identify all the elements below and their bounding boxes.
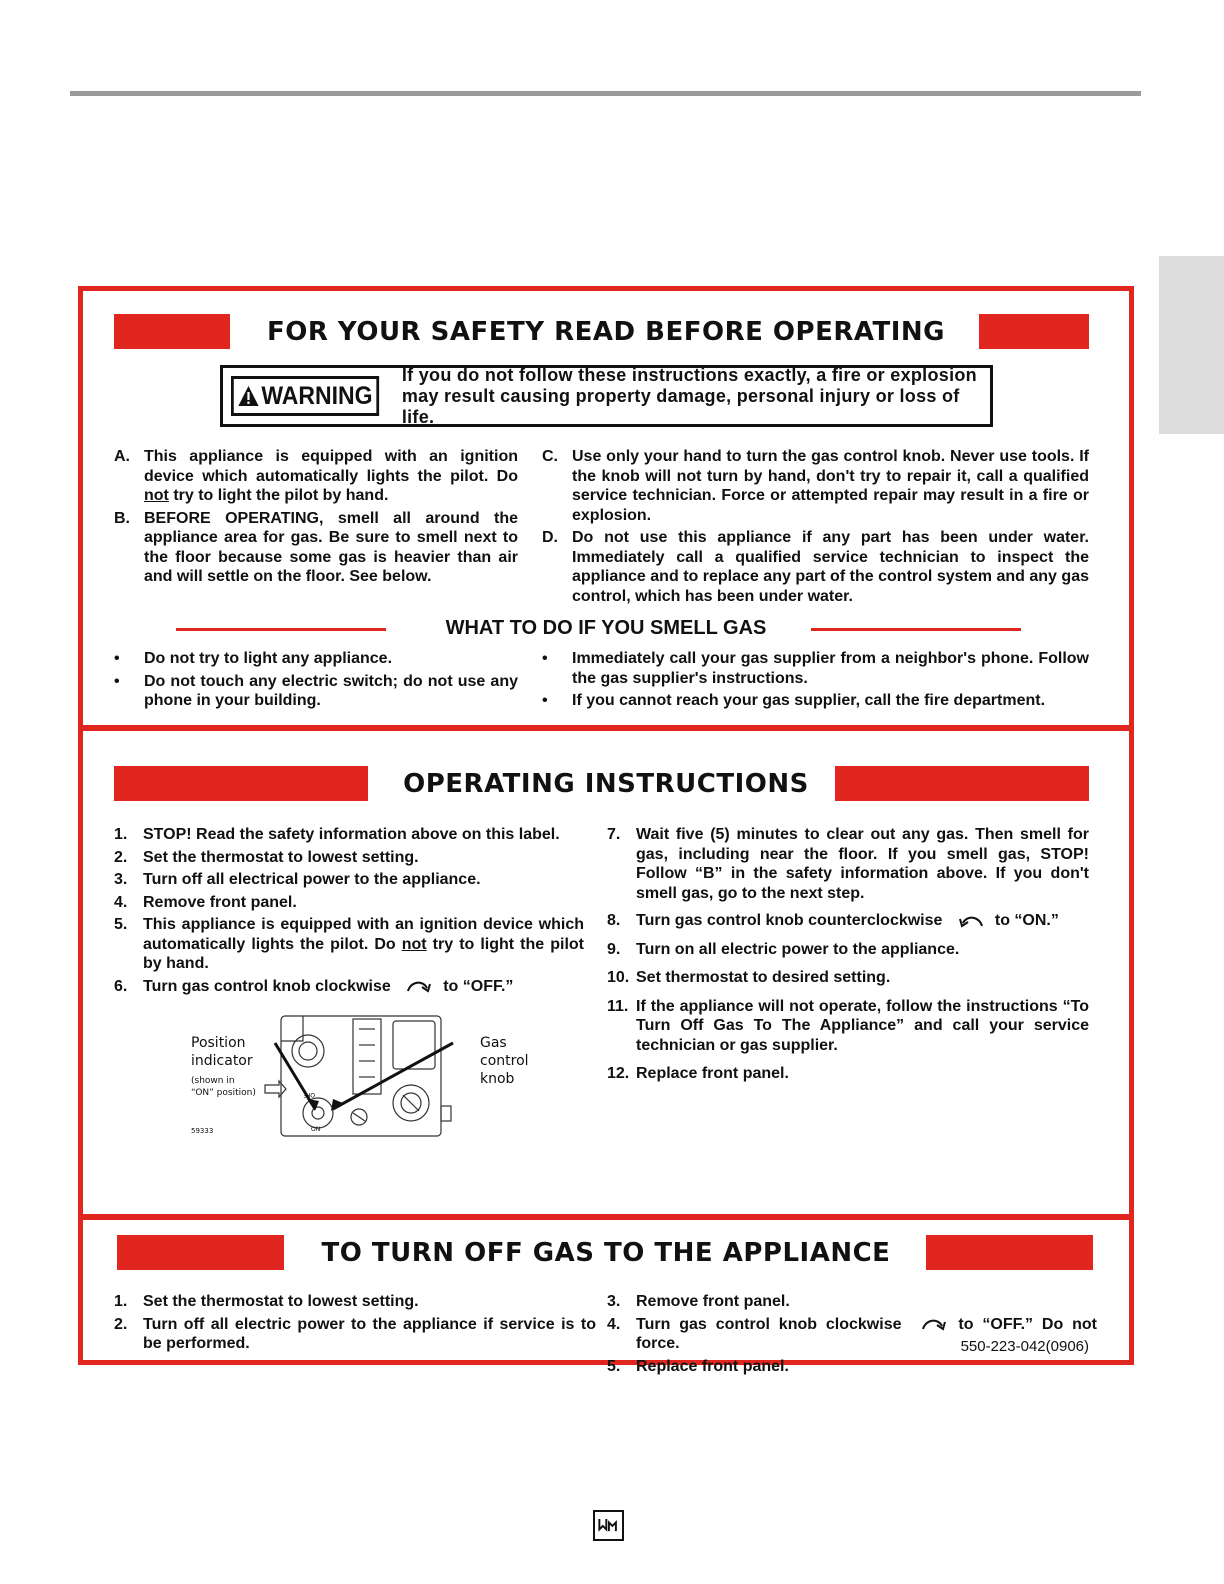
document-code: 550-223-042(0906) bbox=[960, 1338, 1089, 1355]
safety-col-right bbox=[542, 447, 1089, 609]
knob-label: Gas bbox=[480, 1035, 507, 1051]
figure-id: 59333 bbox=[191, 1127, 214, 1135]
safety-banner bbox=[83, 314, 1129, 350]
list-item: • If you cannot reach your gas supplier, call the fire department. bbox=[542, 692, 1046, 709]
safety-title: FOR YOUR SAFETY READ BEFORE OPERATING bbox=[267, 317, 945, 347]
safety-col-left bbox=[114, 447, 518, 590]
list-item: • Do not touch any electric switch; do not use any phone in your building. bbox=[114, 672, 518, 709]
list-item: • Do not try to light any appliance. bbox=[114, 650, 393, 667]
smell-list-right bbox=[542, 649, 1089, 714]
step-4: 4. Remove front panel. bbox=[114, 893, 297, 911]
off-step-3: 3. Remove front panel. bbox=[607, 1293, 790, 1310]
position-label: indicator bbox=[191, 1053, 253, 1069]
step-9: 9. Turn on all electric power to the appliance. bbox=[607, 940, 960, 958]
operating-banner bbox=[83, 766, 1129, 802]
step-6: 6. Turn gas control knob clockwise to “OFF.” bbox=[114, 977, 514, 995]
dial-on-label: ON bbox=[311, 1126, 321, 1133]
step-5: 5. This appliance is equipped with an ignition device which automatically lights the pilot. Do not try to light the pilot by hand. bbox=[114, 916, 585, 972]
warning-text: If you do not follow these instructions exactly, a fire or explosion may result causing property damage, personal injury or loss of life. bbox=[401, 364, 977, 427]
dial-off-label: OFF bbox=[303, 1091, 315, 1098]
operating-title: OPERATING INSTRUCTIONS bbox=[403, 769, 809, 799]
counterclockwise-arrow-icon bbox=[957, 913, 985, 929]
turnoff-banner bbox=[83, 1235, 1129, 1271]
knob-label: control bbox=[480, 1053, 529, 1069]
clockwise-arrow-icon bbox=[405, 978, 433, 994]
operating-panel bbox=[78, 726, 1134, 1219]
off-step-2: 2. Turn off all electric power to the appliance if service is to be performed. bbox=[114, 1315, 596, 1352]
turnoff-title: TO TURN OFF GAS TO THE APPLIANCE bbox=[321, 1238, 891, 1268]
safety-item-b: B. BEFORE OPERATING, smell all around the appliance area for gas. Be sure to smell next to the floor because some gas is heavier than air and will settle on the floor. See below. bbox=[114, 509, 518, 585]
off-step-1: 1. Set the thermostat to lowest setting. bbox=[114, 1293, 419, 1310]
knob-label: knob bbox=[480, 1071, 515, 1087]
warning-triangle-icon bbox=[237, 385, 259, 407]
turnoff-col-right bbox=[607, 1292, 1097, 1379]
turnoff-panel bbox=[78, 1215, 1134, 1375]
step-1: 1. STOP! Read the safety information above on this label. bbox=[114, 826, 560, 843]
safety-item-c: C. Use only your hand to turn the gas control knob. Never use tools. If the knob will not turn by hand, don't try to repair it, call a qualified service technician. Force or attempted repair may result in a fire or explosion. bbox=[542, 448, 1089, 524]
step-12: 12. Replace front panel. bbox=[607, 1065, 789, 1082]
operating-col-right bbox=[607, 825, 1089, 1087]
smell-gas-heading: WHAT TO DO IF YOU SMELL GAS bbox=[83, 612, 1129, 642]
position-note: “ON” position) bbox=[191, 1088, 256, 1098]
step-3: 3. Turn off all electrical power to the appliance. bbox=[114, 871, 481, 888]
step-10: 10. Set thermostat to desired setting. bbox=[607, 969, 891, 986]
step-7: 7. Wait five (5) minutes to clear out any gas. Then smell for gas, including near the floor. If you smell gas, STOP! Follow “B” in the safety information above. If you don't smell gas, go to the next step. bbox=[607, 826, 1089, 902]
warning-box bbox=[220, 365, 993, 427]
list-item: • Immediately call your gas supplier from a neighbor's phone. Follow the gas supplier's instructions. bbox=[542, 650, 1089, 687]
section-tab bbox=[1159, 256, 1224, 434]
off-step-4: 4. Turn gas control knob clockwise to “OFF.” Do not force. bbox=[607, 1315, 1098, 1352]
warning-label: WARNING bbox=[231, 376, 379, 416]
position-note: (shown in bbox=[191, 1076, 235, 1086]
safety-item-d: D. Do not use this appliance if any part has been under water. Immediately call a qualified service technician to inspect the appliance and to replace any part of the control system and any gas control, which has been under water. bbox=[542, 529, 1089, 605]
clockwise-arrow-icon bbox=[920, 1316, 948, 1332]
safety-panel bbox=[78, 286, 1134, 730]
step-11: 11. If the appliance will not operate, follow the instructions “To Turn Off Gas To The Appliance” and call your service technician or gas supplier. bbox=[607, 997, 1089, 1054]
header-rule bbox=[70, 91, 1141, 96]
position-label: Position bbox=[191, 1035, 246, 1051]
safety-item-a: A. This appliance is equipped with an ignition device which automatically lights the pilot. Do not try to light the pilot by hand. bbox=[114, 448, 518, 504]
turnoff-col-left bbox=[114, 1292, 596, 1357]
manufacturer-logo bbox=[593, 1510, 624, 1541]
smell-list-left bbox=[114, 649, 518, 714]
step-8: 8. Turn gas control knob counterclockwise to “ON.” bbox=[607, 912, 1059, 929]
off-step-5: 5. Replace front panel. bbox=[607, 1357, 789, 1375]
gas-valve-diagram bbox=[183, 1011, 543, 1141]
step-2: 2. Set the thermostat to lowest setting. bbox=[114, 848, 419, 866]
operating-col-left bbox=[114, 825, 584, 999]
